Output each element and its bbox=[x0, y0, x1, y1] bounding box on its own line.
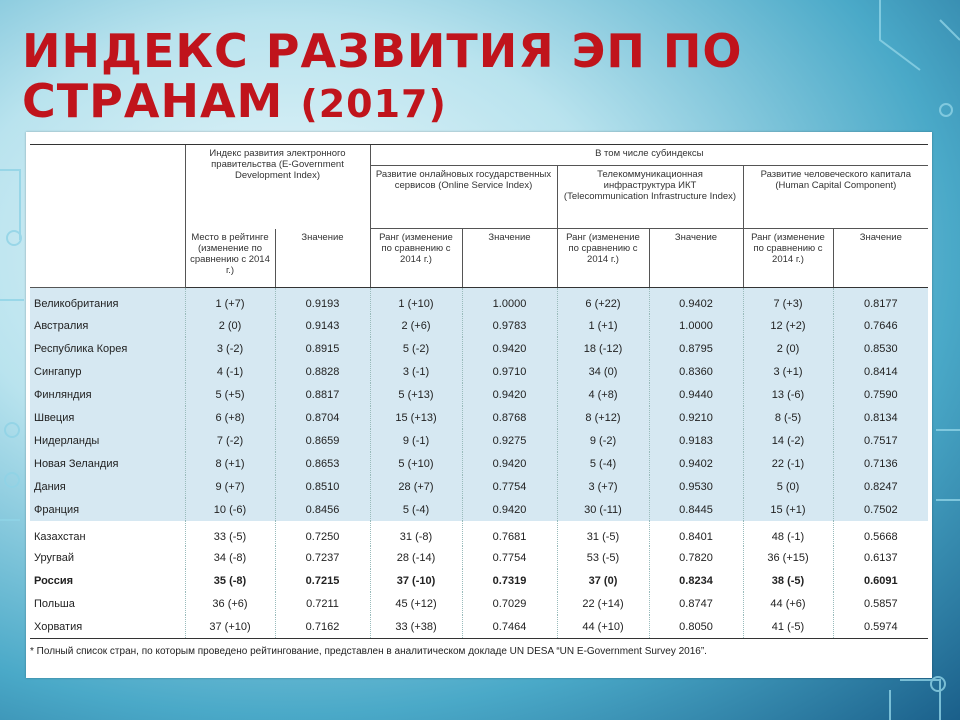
tii-value-cell: 0.9440 bbox=[649, 383, 743, 406]
table-row bbox=[30, 406, 928, 429]
osi-rank-cell: 45 (+12) bbox=[370, 592, 462, 615]
hci-value-cell: 0.7517 bbox=[833, 429, 928, 452]
tii-value-cell: 0.8747 bbox=[649, 592, 743, 615]
country-cell: Дания bbox=[30, 475, 185, 498]
table-row bbox=[30, 498, 928, 521]
osi-rank-cell: 28 (-14) bbox=[370, 546, 462, 569]
egdi-rank-cell: 36 (+6) bbox=[185, 592, 275, 615]
table-row bbox=[30, 429, 928, 452]
country-cell: Австралия bbox=[30, 314, 185, 337]
tii-rank-cell: 5 (-4) bbox=[557, 452, 649, 475]
egdi-value-cell: 0.8817 bbox=[275, 383, 370, 406]
hci-value-cell: 0.6091 bbox=[833, 569, 928, 592]
hci-rank-cell: 8 (-5) bbox=[743, 406, 833, 429]
egdi-value-cell: 0.8510 bbox=[275, 475, 370, 498]
tii-value-cell: 0.9530 bbox=[649, 475, 743, 498]
egdi-value-cell: 0.8704 bbox=[275, 406, 370, 429]
table-body-top bbox=[30, 288, 928, 522]
country-cell: Финляндия bbox=[30, 383, 185, 406]
osi-rank-cell: 28 (+7) bbox=[370, 475, 462, 498]
header-egdi-rank: Место в рейтинге (изменение по сравнению с 2014 г.) bbox=[185, 229, 275, 288]
header-egdi: Индекс развития электронного правительства (E-Government Development Index) bbox=[185, 145, 370, 229]
tii-value-cell: 0.9210 bbox=[649, 406, 743, 429]
header-tii: Телекоммуникационная инфраструктура ИКТ (Telecommunication Infrastructure Index) bbox=[557, 166, 743, 229]
table-row bbox=[30, 383, 928, 406]
osi-rank-cell: 5 (+10) bbox=[370, 452, 462, 475]
hci-rank-cell: 22 (-1) bbox=[743, 452, 833, 475]
hci-value-cell: 0.5974 bbox=[833, 615, 928, 639]
hci-rank-cell: 14 (-2) bbox=[743, 429, 833, 452]
table-row bbox=[30, 615, 928, 639]
tii-rank-cell: 31 (-5) bbox=[557, 521, 649, 546]
egdi-value-cell: 0.8653 bbox=[275, 452, 370, 475]
osi-value-cell: 0.7464 bbox=[462, 615, 557, 639]
osi-value-cell: 0.7754 bbox=[462, 475, 557, 498]
page-title bbox=[22, 26, 922, 129]
osi-value-cell: 0.9420 bbox=[462, 452, 557, 475]
hci-rank-cell: 44 (+6) bbox=[743, 592, 833, 615]
hci-rank-cell: 48 (-1) bbox=[743, 521, 833, 546]
header-egdi-value: Значение bbox=[275, 229, 370, 288]
tii-value-cell: 0.8401 bbox=[649, 521, 743, 546]
tii-rank-cell: 1 (+1) bbox=[557, 314, 649, 337]
tii-rank-cell: 37 (0) bbox=[557, 569, 649, 592]
header-osi-value: Значение bbox=[462, 229, 557, 288]
hci-rank-cell: 7 (+3) bbox=[743, 288, 833, 315]
country-cell: Республика Корея bbox=[30, 337, 185, 360]
tii-rank-cell: 3 (+7) bbox=[557, 475, 649, 498]
hci-rank-cell: 15 (+1) bbox=[743, 498, 833, 521]
osi-rank-cell: 5 (-2) bbox=[370, 337, 462, 360]
egdi-rank-cell: 5 (+5) bbox=[185, 383, 275, 406]
egdi-value-cell: 0.7162 bbox=[275, 615, 370, 639]
hci-rank-cell: 2 (0) bbox=[743, 337, 833, 360]
osi-value-cell: 0.9783 bbox=[462, 314, 557, 337]
hci-rank-cell: 41 (-5) bbox=[743, 615, 833, 639]
country-cell: Франция bbox=[30, 498, 185, 521]
country-cell: Хорватия bbox=[30, 615, 185, 639]
country-cell: Сингапур bbox=[30, 360, 185, 383]
osi-rank-cell: 5 (-4) bbox=[370, 498, 462, 521]
osi-value-cell: 0.8768 bbox=[462, 406, 557, 429]
tii-rank-cell: 8 (+12) bbox=[557, 406, 649, 429]
egdi-value-cell: 0.7211 bbox=[275, 592, 370, 615]
hci-value-cell: 0.7136 bbox=[833, 452, 928, 475]
table-row bbox=[30, 475, 928, 498]
osi-rank-cell: 31 (-8) bbox=[370, 521, 462, 546]
egdi-value-cell: 0.7250 bbox=[275, 521, 370, 546]
header-osi-rank: Ранг (изменение по сравнению с 2014 г.) bbox=[370, 229, 462, 288]
header-hci-rank: Ранг (изменение по сравнению с 2014 г.) bbox=[743, 229, 833, 288]
tii-value-cell: 0.8234 bbox=[649, 569, 743, 592]
egdi-value-cell: 0.7237 bbox=[275, 546, 370, 569]
country-cell: Новая Зеландия bbox=[30, 452, 185, 475]
header-tii-value: Значение bbox=[649, 229, 743, 288]
title-year: (2017) bbox=[300, 82, 447, 126]
tii-rank-cell: 18 (-12) bbox=[557, 337, 649, 360]
hci-value-cell: 0.6137 bbox=[833, 546, 928, 569]
table-row bbox=[30, 452, 928, 475]
egdi-rank-cell: 9 (+7) bbox=[185, 475, 275, 498]
table-row bbox=[30, 314, 928, 337]
osi-value-cell: 0.7029 bbox=[462, 592, 557, 615]
osi-rank-cell: 3 (-1) bbox=[370, 360, 462, 383]
header-tii-rank: Ранг (изменение по сравнению с 2014 г.) bbox=[557, 229, 649, 288]
table-sheet bbox=[26, 132, 932, 678]
egdi-value-cell: 0.8828 bbox=[275, 360, 370, 383]
egdi-rank-cell: 4 (-1) bbox=[185, 360, 275, 383]
tii-value-cell: 0.9402 bbox=[649, 452, 743, 475]
table-row bbox=[30, 546, 928, 569]
egdi-rank-cell: 8 (+1) bbox=[185, 452, 275, 475]
hci-value-cell: 0.8530 bbox=[833, 337, 928, 360]
egdi-value-cell: 0.9193 bbox=[275, 288, 370, 315]
osi-value-cell: 0.7681 bbox=[462, 521, 557, 546]
osi-rank-cell: 2 (+6) bbox=[370, 314, 462, 337]
hci-rank-cell: 12 (+2) bbox=[743, 314, 833, 337]
header-country bbox=[30, 145, 185, 288]
country-cell: Уругвай bbox=[30, 546, 185, 569]
egdi-rank-cell: 35 (-8) bbox=[185, 569, 275, 592]
osi-value-cell: 0.9420 bbox=[462, 337, 557, 360]
tii-rank-cell: 53 (-5) bbox=[557, 546, 649, 569]
header-hci-value: Значение bbox=[833, 229, 928, 288]
tii-value-cell: 0.8795 bbox=[649, 337, 743, 360]
table-row bbox=[30, 337, 928, 360]
tii-value-cell: 0.8360 bbox=[649, 360, 743, 383]
egdi-rank-cell: 2 (0) bbox=[185, 314, 275, 337]
country-cell: Россия bbox=[30, 569, 185, 592]
hci-rank-cell: 3 (+1) bbox=[743, 360, 833, 383]
osi-value-cell: 1.0000 bbox=[462, 288, 557, 315]
tii-rank-cell: 4 (+8) bbox=[557, 383, 649, 406]
hci-rank-cell: 5 (0) bbox=[743, 475, 833, 498]
osi-value-cell: 0.7754 bbox=[462, 546, 557, 569]
table-body-bottom bbox=[30, 521, 928, 639]
egdi-value-cell: 0.8456 bbox=[275, 498, 370, 521]
egdi-rank-cell: 6 (+8) bbox=[185, 406, 275, 429]
osi-value-cell: 0.9420 bbox=[462, 498, 557, 521]
hci-rank-cell: 38 (-5) bbox=[743, 569, 833, 592]
osi-rank-cell: 9 (-1) bbox=[370, 429, 462, 452]
country-cell: Великобритания bbox=[30, 288, 185, 315]
hci-value-cell: 0.8134 bbox=[833, 406, 928, 429]
header-hci: Развитие человеческого капитала (Human Capital Component) bbox=[743, 166, 928, 229]
header-subindexes: В том числе субиндексы bbox=[370, 145, 928, 166]
egdi-value-cell: 0.9143 bbox=[275, 314, 370, 337]
tii-value-cell: 0.7820 bbox=[649, 546, 743, 569]
tii-value-cell: 0.8050 bbox=[649, 615, 743, 639]
osi-value-cell: 0.9275 bbox=[462, 429, 557, 452]
osi-rank-cell: 1 (+10) bbox=[370, 288, 462, 315]
osi-rank-cell: 33 (+38) bbox=[370, 615, 462, 639]
tii-value-cell: 0.9183 bbox=[649, 429, 743, 452]
egdi-value-cell: 0.8915 bbox=[275, 337, 370, 360]
hci-value-cell: 0.7502 bbox=[833, 498, 928, 521]
hci-rank-cell: 36 (+15) bbox=[743, 546, 833, 569]
tii-rank-cell: 30 (-11) bbox=[557, 498, 649, 521]
hci-rank-cell: 13 (-6) bbox=[743, 383, 833, 406]
egdi-rank-cell: 33 (-5) bbox=[185, 521, 275, 546]
header-osi: Развитие онлайновых государственных сервисов (Online Service Index) bbox=[370, 166, 557, 229]
table-row bbox=[30, 360, 928, 383]
egdi-value-cell: 0.8659 bbox=[275, 429, 370, 452]
table-row bbox=[30, 288, 928, 315]
hci-value-cell: 0.8177 bbox=[833, 288, 928, 315]
osi-rank-cell: 5 (+13) bbox=[370, 383, 462, 406]
tii-value-cell: 0.8445 bbox=[649, 498, 743, 521]
tii-rank-cell: 44 (+10) bbox=[557, 615, 649, 639]
tii-rank-cell: 22 (+14) bbox=[557, 592, 649, 615]
osi-value-cell: 0.9420 bbox=[462, 383, 557, 406]
egdi-rank-cell: 34 (-8) bbox=[185, 546, 275, 569]
egov-index-table bbox=[30, 144, 928, 639]
egdi-rank-cell: 37 (+10) bbox=[185, 615, 275, 639]
osi-value-cell: 0.7319 bbox=[462, 569, 557, 592]
hci-value-cell: 0.7646 bbox=[833, 314, 928, 337]
country-cell: Казахстан bbox=[30, 521, 185, 546]
footnote: * Полный список стран, по которым проведено рейтингование, представлен в аналитическом докладе UN DESA “UN E-Government Survey 2016”. bbox=[30, 646, 707, 657]
country-cell: Швеция bbox=[30, 406, 185, 429]
table-row bbox=[30, 521, 928, 546]
hci-value-cell: 0.8247 bbox=[833, 475, 928, 498]
table-row bbox=[30, 569, 928, 592]
hci-value-cell: 0.8414 bbox=[833, 360, 928, 383]
egdi-value-cell: 0.7215 bbox=[275, 569, 370, 592]
tii-value-cell: 0.9402 bbox=[649, 288, 743, 315]
country-cell: Польша bbox=[30, 592, 185, 615]
osi-rank-cell: 15 (+13) bbox=[370, 406, 462, 429]
title-text: ИНДЕКС РАЗВИТИЯ ЭП ПО СТРАНАМ bbox=[22, 24, 743, 128]
hci-value-cell: 0.7590 bbox=[833, 383, 928, 406]
hci-value-cell: 0.5857 bbox=[833, 592, 928, 615]
tii-rank-cell: 6 (+22) bbox=[557, 288, 649, 315]
tii-value-cell: 1.0000 bbox=[649, 314, 743, 337]
osi-rank-cell: 37 (-10) bbox=[370, 569, 462, 592]
tii-rank-cell: 9 (-2) bbox=[557, 429, 649, 452]
table-row bbox=[30, 592, 928, 615]
country-cell: Нидерланды bbox=[30, 429, 185, 452]
osi-value-cell: 0.9710 bbox=[462, 360, 557, 383]
egdi-rank-cell: 3 (-2) bbox=[185, 337, 275, 360]
tii-rank-cell: 34 (0) bbox=[557, 360, 649, 383]
egdi-rank-cell: 1 (+7) bbox=[185, 288, 275, 315]
egdi-rank-cell: 7 (-2) bbox=[185, 429, 275, 452]
egdi-rank-cell: 10 (-6) bbox=[185, 498, 275, 521]
hci-value-cell: 0.5668 bbox=[833, 521, 928, 546]
